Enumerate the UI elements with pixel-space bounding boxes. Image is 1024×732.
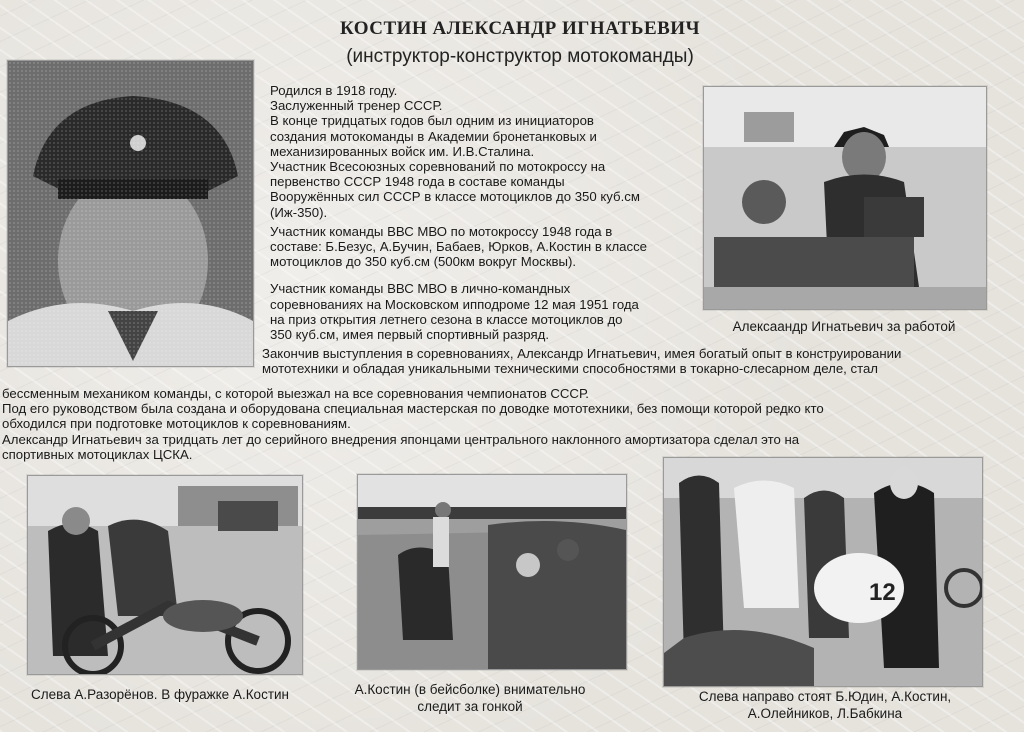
page-title: КОСТИН АЛЕКСАНДР ИГНАТЬЕВИЧ (339, 18, 701, 39)
caption-line: А.Олейников, Л.Бабкина (747, 706, 903, 721)
bio-line: составе: Б.Безус, А.Бучин, Бабаев, Юрков, А.Костин в классе (270, 239, 648, 255)
bio-line: (Иж-350). (270, 204, 328, 220)
workshop-photo (703, 86, 987, 310)
caption-line: следит за гонкой (417, 699, 523, 714)
bio-line: В конце тридцатых годов был одним из инициаторов (270, 113, 594, 129)
biography-text (270, 83, 690, 342)
bio-line: первенство СССР 1948 года в составе команды (270, 174, 565, 190)
bio-line: на приз открытия летнего сезона в классе мотоциклов до (270, 311, 623, 327)
bio-line: Участник Всесоюзных соревнований по мотокроссу на (270, 159, 606, 175)
bio-line: 350 куб.см, имея первый спортивный разряд. (270, 327, 549, 343)
bio-line: Участник команды ВВС МВО по мотокроссу 1948 года в (270, 223, 613, 239)
team-photo (663, 457, 983, 687)
paragraph-line: Александр Игнатьевич за тридцать лет до серийного внедрения японцами центрального наклонного амортизатора сделал это на (2, 431, 800, 447)
bio-line: Родился в 1918 году. (270, 83, 398, 98)
bio-line: механизированных войск им. И.В.Сталина. (270, 143, 535, 159)
race-watching-photo (357, 474, 627, 670)
bio-line: Заслуженный тренер СССР. (270, 98, 443, 114)
paragraph-line: обходился при подготовке мотоциклов к соревнованиям. (2, 416, 351, 432)
paragraph-line: мототехники и обладая уникальными техническими способностями в токарно-слесарном деле, стал (262, 361, 878, 377)
photo2-caption (330, 681, 610, 715)
page-subtitle: (инструктор-конструктор мотокоманды) (346, 46, 694, 67)
bio-line: создания мотокоманды в Академии бронетанковых и (270, 128, 597, 144)
photo1-caption: Слева А.Разорёнов. В фуражке А.Костин (30, 687, 289, 702)
paragraph-line: Под его руководством была создана и оборудована специальная мастерская по доводке мототехники, без помощи которой редко кто (2, 401, 824, 417)
workshop-paragraph (2, 386, 1002, 462)
race-number-label: 12 (869, 579, 896, 606)
bio-line: Участник команды ВВС МВО в лично-командных (270, 281, 571, 297)
workshop-caption: Алексаандр Игнатьевич за работой (732, 319, 956, 334)
caption-line: Слева направо стоят Б.Юдин, А.Костин, (698, 689, 952, 704)
photo3-caption (660, 688, 990, 722)
paragraph-line: спортивных мотоциклах ЦСКА. (2, 446, 193, 462)
portrait-photo (7, 60, 254, 367)
caption-line: А.Костин (в бейсболке) внимательно (354, 682, 586, 697)
paragraph-line: Закончив выступления в соревнованиях, Александр Игнатьевич, имея богатый опыт в конструировании (262, 346, 902, 361)
career-paragraph (262, 346, 992, 376)
motorcycle-photo-razorenov (27, 475, 303, 675)
bio-line: мотоциклов до 350 куб.см (500км вокруг Москвы). (270, 254, 577, 270)
bio-line: соревнованиях на Московском ипподроме 12 мая 1951 года (270, 296, 639, 312)
paragraph-line: бессменным механиком команды, с которой выезжал на все соревнования чемпионатов СССР. (2, 386, 589, 401)
bio-line: Вооружённых сил СССР в классе мотоциклов до 350 куб.см (270, 189, 640, 205)
